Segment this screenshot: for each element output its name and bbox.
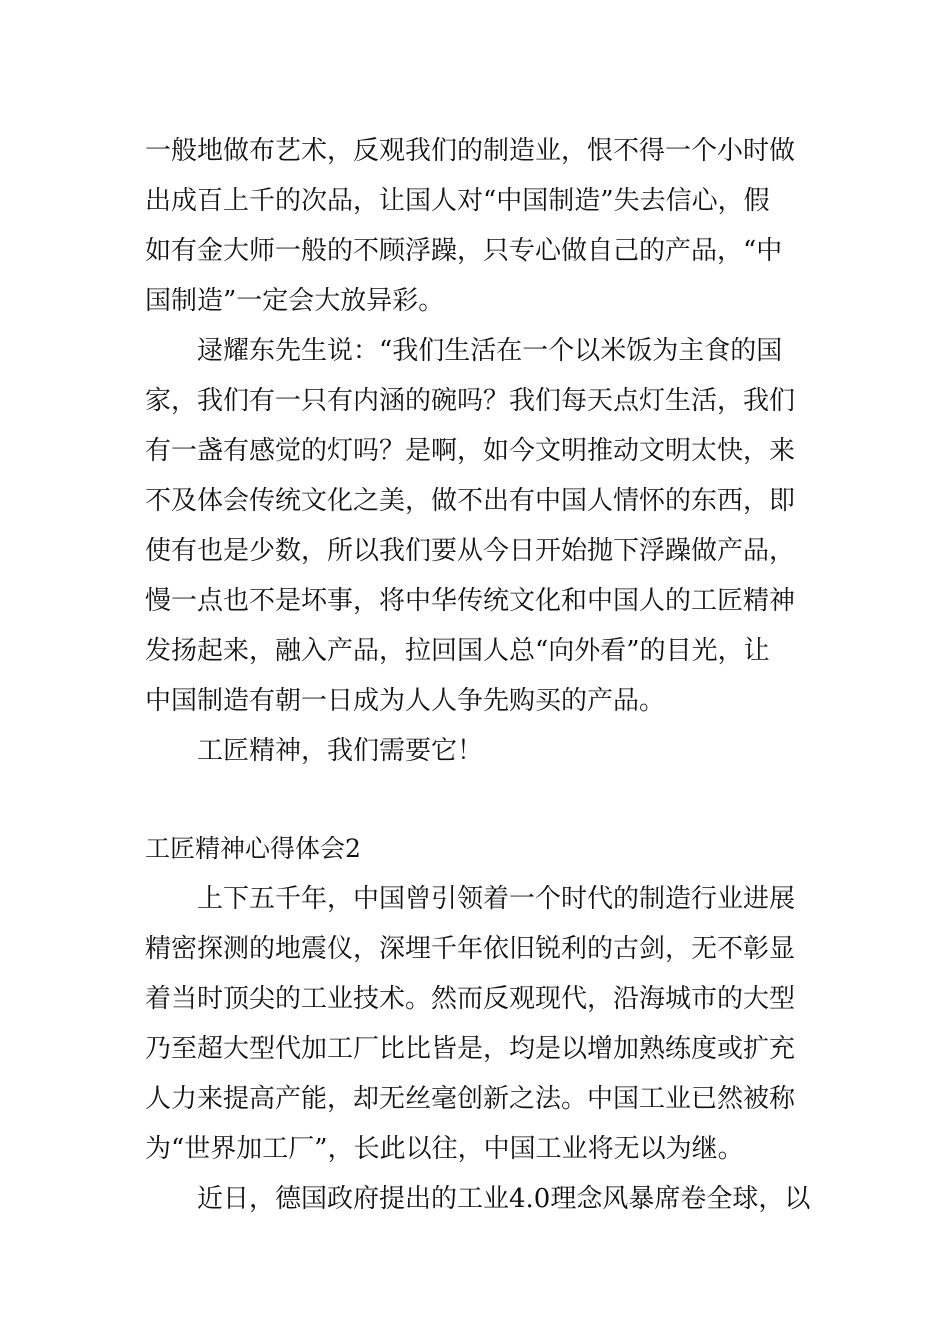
section-heading: 工匠精神心得体会2 xyxy=(145,834,361,863)
paragraph-line: 发扬起来，融入产品，拉回国人总“向外看”的目光，让 xyxy=(145,636,770,666)
paragraph-line: 慢一点也不是坏事，将中华传统文化和中国人的工匠精神 xyxy=(145,586,796,616)
paragraph-line: 使有也是少数，所以我们要从今日开始抛下浮躁做产品， xyxy=(145,536,796,566)
paragraph-line: 为“世界加工厂”，长此以往，中国工业将无以为继。 xyxy=(145,1134,744,1164)
paragraph-line: 工匠精神，我们需要它！ xyxy=(197,736,484,766)
paragraph-line: 逯耀东先生说：“我们生活在一个以米饭为主食的国 xyxy=(197,336,783,366)
paragraph-line: 家，我们有一只有内涵的碗吗？我们每天点灯生活，我们 xyxy=(145,386,796,416)
paragraph-line: 乃至超大型代加工厂比比皆是，均是以增加熟练度或扩充 xyxy=(145,1034,796,1064)
paragraph-line: 精密探测的地震仪，深埋千年依旧锐利的古剑，无不彰显 xyxy=(145,934,796,964)
paragraph-line: 近日，德国政府提出的工业4.0理念风暴席卷全球，以 xyxy=(197,1184,811,1214)
paragraph-line: 不及体会传统文化之美，做不出有中国人情怀的东西，即 xyxy=(145,486,796,516)
paragraph-line: 有一盏有感觉的灯吗？是啊，如今文明推动文明太快，来 xyxy=(145,436,796,466)
paragraph-line: 出成百上千的次品，让国人对“中国制造”失去信心，假 xyxy=(145,186,770,216)
paragraph-line: 国制造”一定会大放异彩。 xyxy=(145,286,445,316)
paragraph-line: 人力来提高产能，却无丝毫创新之法。中国工业已然被称 xyxy=(145,1084,796,1114)
paragraph-line: 如有金大师一般的不顾浮躁，只专心做自己的产品，“中 xyxy=(145,236,783,266)
paragraph-line: 着当时顶尖的工业技术。然而反观现代，沿海城市的大型 xyxy=(145,984,796,1014)
paragraph-line: 一般地做布艺术，反观我们的制造业，恨不得一个小时做 xyxy=(145,136,796,166)
paragraph-line: 中国制造有朝一日成为人人争先购买的产品。 xyxy=(145,686,666,716)
paragraph-line: 上下五千年，中国曾引领着一个时代的制造行业进展 xyxy=(197,884,796,914)
